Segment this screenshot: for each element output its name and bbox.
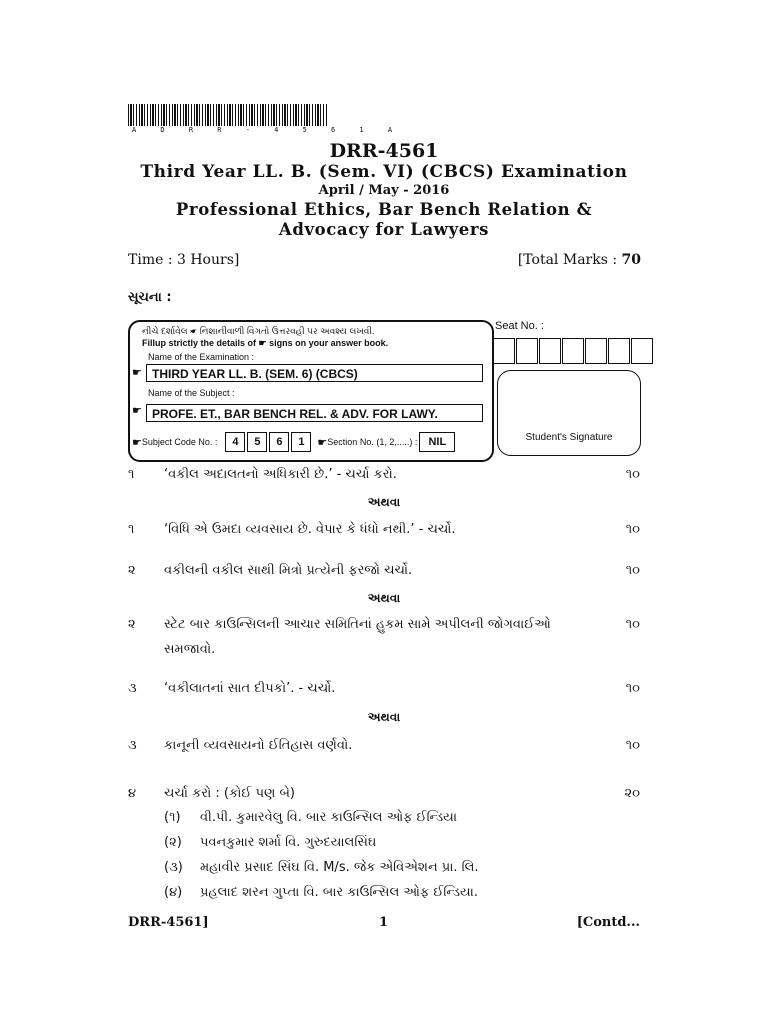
total-marks (518, 252, 641, 268)
question-number: ૩ (128, 738, 137, 753)
subject-code-digit: 6 (269, 432, 289, 452)
sub-item-number: (૪) (164, 885, 183, 900)
subject-name-label: Name of the Subject : (148, 388, 235, 398)
total-marks-label: [Total Marks : (517, 252, 622, 268)
form-instruction-gujarati: નીચે દર્શાવેલ ☛ નિશાનીવાળી વિગતો ઉત્તરવહી પર અવશ્ય લખવી. (142, 326, 375, 336)
pointer-hand-icon: ☛ (317, 436, 328, 449)
exam-name-label: Name of the Examination : (148, 352, 255, 362)
exam-session: April / May - 2016 (318, 183, 450, 198)
or-separator: અથવા (367, 710, 401, 724)
question-number: ૧ (128, 467, 135, 482)
question-text: સ્ટેટ બાર કાઉન્સિલની આચાર સમિતિનાં હુકમ સામે અપીલની જોગવાઈઓ સમજાવો. (164, 617, 551, 657)
sub-item (164, 860, 479, 875)
answer-book-details-box (128, 320, 494, 462)
question-number: ૨ (128, 617, 136, 632)
seat-no-label: Seat No. : (495, 320, 544, 332)
subject-code-digit: 1 (291, 432, 311, 452)
or-separator: અથવા (367, 495, 401, 509)
question-text: ચર્ચા કરો : (કોઈ પણ બે) (164, 786, 295, 801)
paper-code: DRR-4561 (329, 140, 439, 162)
subject-title-line2: Advocacy for Lawyers (278, 220, 490, 239)
section-no-value: NIL (419, 432, 455, 452)
pointer-hand-icon: ☛ (132, 405, 142, 417)
sub-item-text: પવનકુમાર શર્મા વિ. ગુરુદયાલસિંઘ (200, 835, 377, 850)
seat-no-box (562, 338, 584, 364)
subject-title (0, 200, 768, 240)
instructions-label: સૂચના : (128, 290, 172, 305)
seat-no-box (539, 338, 561, 364)
sub-item-number: (૧) (164, 810, 181, 825)
pointer-hand-icon: ☛ (132, 436, 142, 449)
seat-no-boxes (493, 338, 654, 364)
seat-no-box (631, 338, 653, 364)
question-text: વકીલની વકીલ સાથી મિત્રો પ્રત્યેની ફરજો ચર્ચો. (164, 563, 413, 578)
question-marks: ૧૦ (625, 563, 640, 578)
exam-name-field: THIRD YEAR LL. B. (SEM. 6) (CBCS) (146, 364, 483, 382)
sub-item-number: (૩) (164, 860, 183, 875)
question-number: ૨ (128, 563, 136, 578)
footer-paper-code: DRR-4561] (128, 915, 209, 930)
pointer-hand-icon: ☛ (132, 367, 142, 379)
seat-no-box (493, 338, 515, 364)
seat-no-box (608, 338, 630, 364)
question-text: કાનૂની વ્યવસાયનો ઈતિહાસ વર્ણવો. (164, 738, 353, 753)
subject-code-digit: 4 (225, 432, 245, 452)
question-number: ૩ (128, 681, 137, 696)
page-number: 1 (379, 915, 389, 930)
subject-name-field: PROFE. ET., BAR BENCH REL. & ADV. FOR LAWY. (146, 404, 483, 422)
subject-code-label: Subject Code No. : (141, 437, 218, 447)
sub-item (164, 885, 478, 900)
or-separator: અથવા (367, 591, 401, 605)
barcode (128, 104, 328, 126)
question-marks: ૧૦ (625, 738, 640, 753)
continued-label: [Contd... (576, 915, 640, 930)
question-marks: ૧૦ (625, 681, 640, 696)
sub-item-number: (૨) (164, 835, 182, 850)
question-marks: ૧૦ (625, 467, 640, 482)
student-signature-label: Student's Signature (525, 432, 613, 443)
question-number: ૧ (128, 522, 135, 537)
question-text: ‘વકીલાતનાં સાત દીપકો’. - ચર્ચો. (164, 681, 336, 696)
barcode-text: A D R R - 4 5 6 1 A (132, 126, 403, 134)
question-text: ‘વિધિ એ ઉમદા વ્યવસાય છે. વેપાર કે ધંધો નથી.’ - ચર્ચો. (164, 522, 456, 537)
subject-title-line1: Professional Ethics, Bar Bench Relation & (175, 200, 593, 219)
form-instruction-english: Fillup strictly the details of ☛ signs on your answer book. (142, 338, 389, 348)
sub-item-text: પ્રહલાદ શરન ગુપ્તા વિ. બાર કાઉન્સિલ ઓફ ઈન્ડિયા. (200, 885, 478, 900)
question-text: ‘વકીલ અદાલતનો અધિકારી છે.’ - ચર્ચા કરો. (164, 467, 397, 482)
question-marks: ૧૦ (625, 522, 640, 537)
subject-code-digit: 5 (247, 432, 267, 452)
seat-no-box (585, 338, 607, 364)
student-signature-box (497, 370, 641, 456)
question-marks: ૧૦ (625, 617, 640, 632)
seat-no-box (516, 338, 538, 364)
time-label: Time : 3 Hours] (128, 252, 240, 268)
sub-item-text: મહાવીર પ્રસાદ સિંઘ વિ. M/s. જેક એવિએશન પ્રા. લિ. (200, 860, 479, 875)
total-marks-value: 70 (621, 252, 641, 268)
subject-code-row (132, 432, 455, 452)
sub-item (164, 835, 376, 850)
question-marks: ૨૦ (624, 786, 640, 801)
sub-item-text: વી.પી. કુમારવેલુ વિ. બાર કાઉન્સિલ ઓફ ઈન્ડિયા (200, 810, 458, 825)
exam-title: Third Year LL. B. (Sem. VI) (CBCS) Examination (140, 162, 628, 182)
question-number: ૪ (128, 786, 137, 801)
sub-item (164, 810, 457, 825)
section-no-label: Section No. (1, 2,.....) : (327, 437, 418, 447)
